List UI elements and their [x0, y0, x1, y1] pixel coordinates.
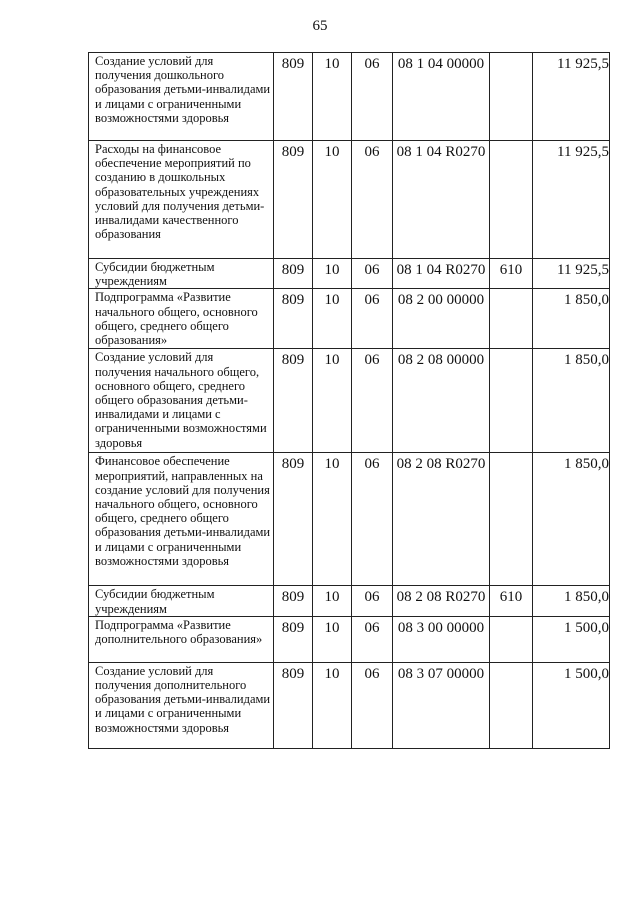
cell-section — [313, 259, 352, 289]
cell-expense-type-text: 610 — [499, 589, 523, 606]
cell-name-text: Подпрограмма «Развитие начального общего, основного общего, среднего общего образования» — [95, 290, 258, 348]
cell-name — [89, 616, 274, 662]
cell-grbs-code — [274, 662, 313, 748]
cell-amount-text: 1 850,0 — [564, 352, 609, 369]
cell-section — [313, 349, 352, 453]
cell-target-article — [393, 616, 490, 662]
cell-target-article — [393, 141, 490, 259]
budget-table — [88, 52, 610, 749]
cell-subsection-text: 06 — [364, 352, 380, 369]
cell-grbs-code — [274, 453, 313, 586]
cell-section-text: 10 — [324, 262, 340, 278]
cell-section-text: 10 — [324, 292, 340, 309]
cell-name-text: Субсидии бюджетным учреждениям — [95, 587, 215, 616]
cell-target-article-text: 08 1 04 R0270 — [396, 262, 486, 278]
page-number: 65 — [312, 18, 328, 34]
cell-expense-type — [490, 586, 533, 616]
cell-name — [89, 289, 274, 349]
cell-subsection-text: 06 — [364, 665, 380, 682]
cell-grbs-code — [274, 349, 313, 453]
cell-name-text: Создание условий для получения дошкольного образования детьми-инвалидами и лицами с ограниченными возможностями здоровья — [95, 54, 271, 125]
cell-section — [313, 53, 352, 141]
cell-grbs-code — [274, 586, 313, 616]
budget-table-body — [89, 53, 610, 749]
cell-expense-type — [490, 662, 533, 748]
table-row — [89, 586, 610, 616]
cell-amount — [533, 141, 610, 259]
cell-section-text: 10 — [324, 619, 340, 636]
cell-amount — [533, 259, 610, 289]
cell-amount-text: 1 500,0 — [564, 665, 609, 682]
cell-section-text: 10 — [324, 589, 340, 606]
cell-name-text: Создание условий для получения дополнительного образования детьми-инвалидами и лицами с ограниченными возможностями здоровья — [95, 663, 271, 735]
cell-name-text: Субсидии бюджетным учреждениям — [95, 260, 215, 289]
table-row — [89, 141, 610, 259]
cell-section-text: 10 — [324, 352, 340, 369]
cell-expense-type — [490, 453, 533, 586]
cell-subsection-text: 06 — [364, 589, 380, 606]
cell-subsection-text: 06 — [364, 144, 380, 160]
cell-amount-text: 1 850,0 — [564, 456, 609, 473]
cell-expense-type-text: 610 — [499, 262, 523, 278]
cell-amount-text: 1 850,0 — [564, 589, 609, 606]
cell-target-article-text: 08 3 00 00000 — [397, 619, 485, 636]
cell-grbs-code-text: 809 — [281, 619, 305, 636]
cell-grbs-code — [274, 616, 313, 662]
cell-target-article — [393, 259, 490, 289]
cell-amount-text: 1 500,0 — [564, 619, 609, 636]
cell-grbs-code-text: 809 — [281, 262, 305, 278]
table-row — [89, 453, 610, 586]
cell-target-article — [393, 53, 490, 141]
cell-grbs-code-text: 809 — [281, 589, 305, 606]
cell-grbs-code-text: 809 — [281, 352, 305, 369]
cell-section — [313, 453, 352, 586]
cell-name-text: Создание условий для получения начального общего, основного общего, среднего общего образования детьми-инвалидами и лицами с ограниченными возможностями здоровья — [95, 350, 267, 450]
cell-target-article — [393, 289, 490, 349]
cell-amount — [533, 349, 610, 453]
cell-subsection — [352, 349, 393, 453]
cell-amount — [533, 53, 610, 141]
table-row — [89, 289, 610, 349]
cell-name — [89, 453, 274, 586]
cell-target-article — [393, 349, 490, 453]
cell-subsection — [352, 53, 393, 141]
cell-expense-type — [490, 349, 533, 453]
cell-name-text: Расходы на финансовое обеспечение мероприятий по созданию в дошкольных образовательных учреждениях условий для получения детьми-инвалидами качественного образования — [95, 142, 265, 242]
cell-section — [313, 141, 352, 259]
cell-name-text: Финансовое обеспечение мероприятий, направленных на создание условий для получения начального общего, основного общего, среднего общего образования детьми-инвалидами и лицами с ограниченными возможностями здоровья — [95, 454, 271, 568]
cell-name — [89, 349, 274, 453]
cell-amount-text: 11 925,5 — [557, 56, 609, 72]
cell-target-article-text: 08 1 04 00000 — [397, 56, 485, 72]
cell-subsection — [352, 453, 393, 586]
cell-amount — [533, 586, 610, 616]
cell-grbs-code-text: 809 — [281, 56, 305, 72]
cell-amount-text: 1 850,0 — [564, 292, 609, 309]
cell-grbs-code-text: 809 — [281, 144, 305, 160]
cell-grbs-code-text: 809 — [281, 292, 305, 309]
cell-target-article — [393, 453, 490, 586]
cell-section-text: 10 — [324, 665, 340, 682]
cell-target-article-text: 08 2 00 00000 — [397, 292, 485, 309]
cell-amount-text: 11 925,5 — [557, 262, 609, 278]
cell-section-text: 10 — [324, 456, 340, 473]
cell-target-article-text: 08 2 08 R0270 — [396, 589, 486, 606]
cell-target-article-text: 08 2 08 00000 — [397, 352, 485, 369]
cell-grbs-code — [274, 259, 313, 289]
cell-section-text: 10 — [324, 144, 340, 160]
cell-amount — [533, 662, 610, 748]
cell-grbs-code-text: 809 — [281, 456, 305, 473]
table-row — [89, 259, 610, 289]
table-row — [89, 349, 610, 453]
table-row — [89, 662, 610, 748]
cell-subsection-text: 06 — [364, 619, 380, 636]
cell-subsection — [352, 616, 393, 662]
table-row — [89, 53, 610, 141]
cell-amount — [533, 289, 610, 349]
cell-name — [89, 141, 274, 259]
cell-target-article-text: 08 2 08 R0270 — [396, 456, 486, 473]
cell-name-text: Подпрограмма «Развитие дополнительного образования» — [95, 617, 263, 647]
cell-amount — [533, 616, 610, 662]
cell-subsection-text: 06 — [364, 56, 380, 72]
cell-target-article — [393, 662, 490, 748]
cell-subsection — [352, 259, 393, 289]
cell-name — [89, 259, 274, 289]
cell-grbs-code — [274, 289, 313, 349]
cell-expense-type — [490, 141, 533, 259]
cell-amount — [533, 453, 610, 586]
cell-name — [89, 53, 274, 141]
cell-expense-type — [490, 53, 533, 141]
cell-target-article — [393, 586, 490, 616]
cell-subsection-text: 06 — [364, 262, 380, 278]
cell-target-article-text: 08 3 07 00000 — [397, 665, 485, 682]
cell-expense-type — [490, 616, 533, 662]
table-row — [89, 616, 610, 662]
cell-grbs-code — [274, 141, 313, 259]
cell-name — [89, 586, 274, 616]
cell-section-text: 10 — [324, 56, 340, 72]
cell-section — [313, 616, 352, 662]
cell-section — [313, 289, 352, 349]
cell-section — [313, 662, 352, 748]
cell-subsection — [352, 586, 393, 616]
cell-section — [313, 586, 352, 616]
cell-expense-type — [490, 289, 533, 349]
cell-expense-type — [490, 259, 533, 289]
cell-target-article-text: 08 1 04 R0270 — [396, 144, 486, 160]
cell-subsection — [352, 141, 393, 259]
cell-grbs-code — [274, 53, 313, 141]
cell-subsection-text: 06 — [364, 456, 380, 473]
cell-subsection — [352, 289, 393, 349]
cell-grbs-code-text: 809 — [281, 665, 305, 682]
cell-name — [89, 662, 274, 748]
cell-subsection — [352, 662, 393, 748]
cell-subsection-text: 06 — [364, 292, 380, 309]
cell-amount-text: 11 925,5 — [557, 144, 609, 160]
